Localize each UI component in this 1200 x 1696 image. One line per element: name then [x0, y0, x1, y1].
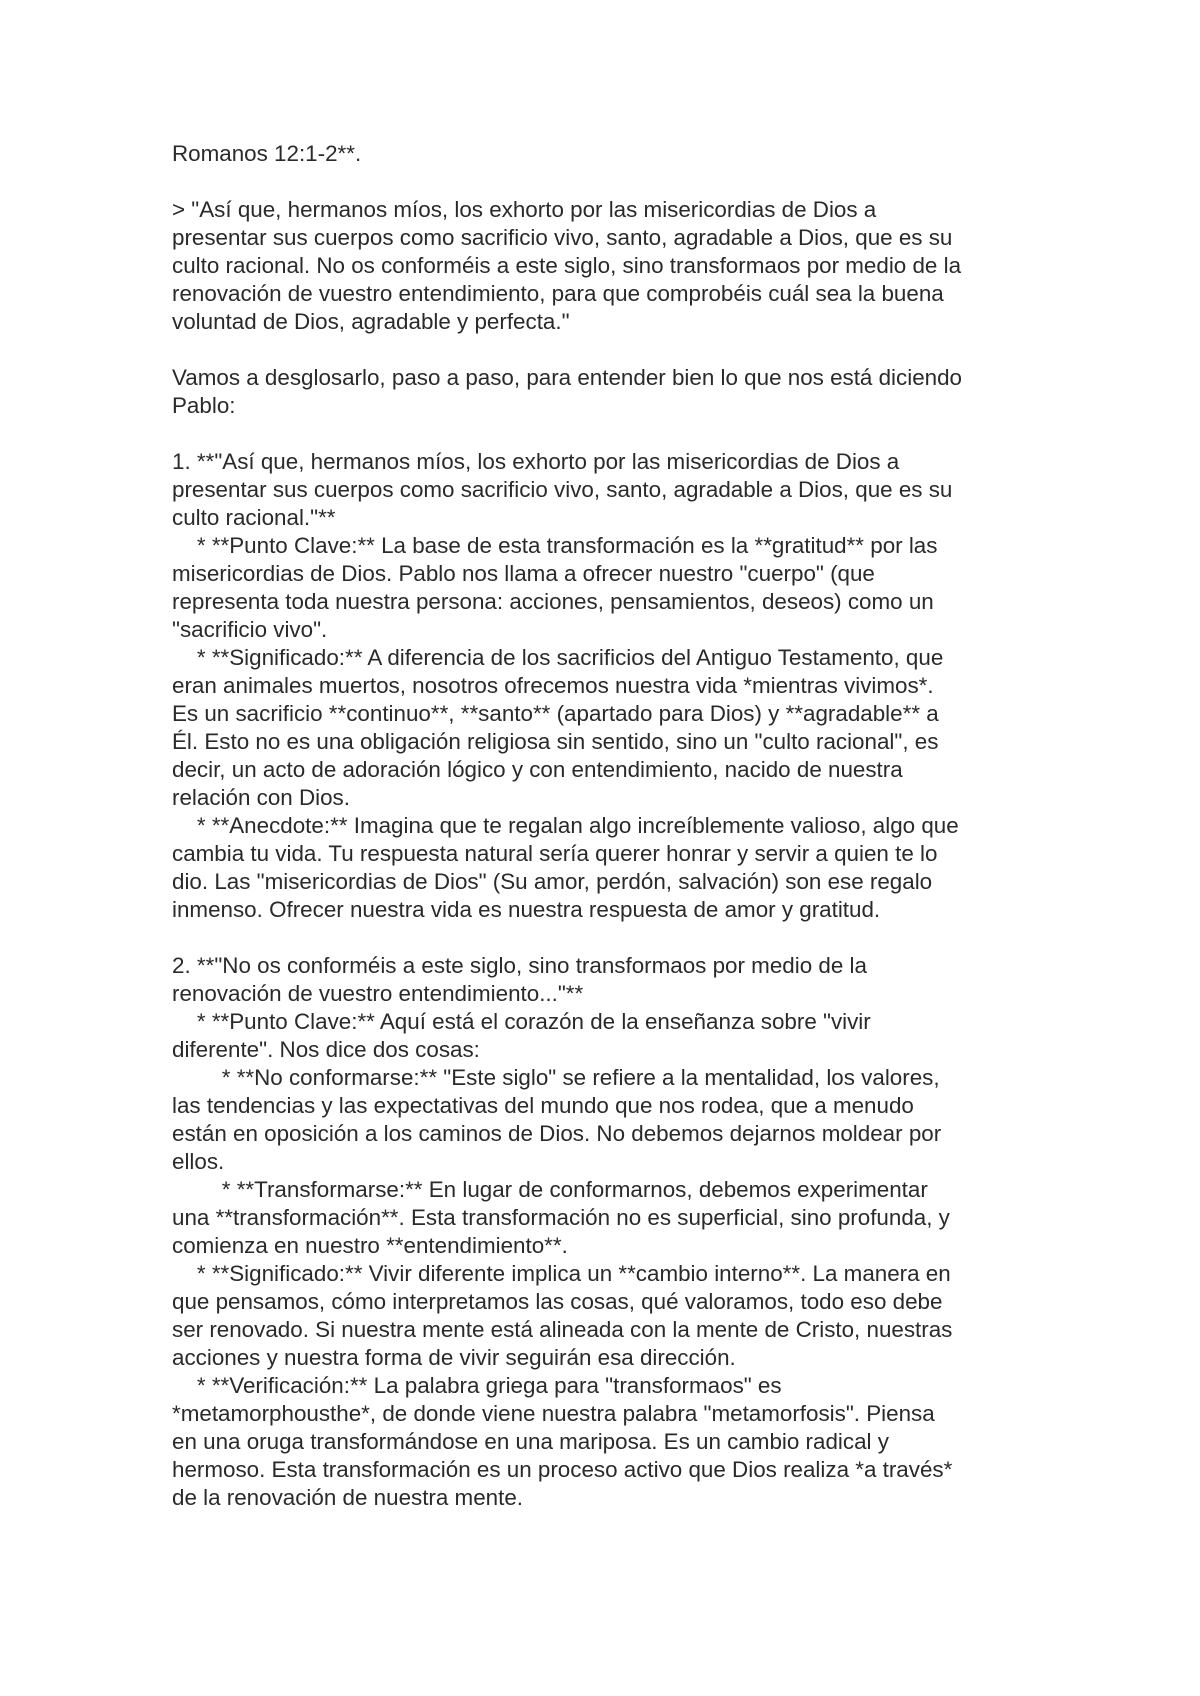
text-line: Pablo: [172, 393, 236, 418]
text-line: representa toda nuestra persona: acciones, pensamientos, deseos) como un [172, 589, 934, 614]
text-line: Es un sacrificio **continuo**, **santo** (apartado para Dios) y **agradable** a [172, 701, 939, 726]
text-line: * **Punto Clave:** Aquí está el corazón de la enseñanza sobre "vivir [172, 1009, 871, 1034]
text-line: diferente". Nos dice dos cosas: [172, 1037, 480, 1062]
text-line: culto racional."** [172, 505, 336, 530]
text-line: * **Anecdote:** Imagina que te regalan algo increíblemente valioso, algo que [172, 813, 959, 838]
text-line: * **Significado:** Vivir diferente implica un **cambio interno**. La manera en [172, 1261, 951, 1286]
text-line: > "Así que, hermanos míos, los exhorto por las misericordias de Dios a [172, 197, 877, 222]
text-line: están en oposición a los caminos de Dios. No debemos dejarnos moldear por [172, 1121, 942, 1146]
text-line: presentar sus cuerpos como sacrificio vivo, santo, agradable a Dios, que es su [172, 477, 953, 502]
text-line: Romanos 12:1-2**. [172, 141, 362, 166]
paragraph-gap [172, 336, 1072, 364]
paragraph-gap [172, 420, 1072, 448]
text-line: que pensamos, cómo interpretamos las cosas, qué valoramos, todo eso debe [172, 1289, 943, 1314]
paragraph [172, 140, 1072, 168]
text-line: presentar sus cuerpos como sacrificio vivo, santo, agradable a Dios, que es su [172, 225, 953, 250]
paragraph-gap [172, 924, 1072, 952]
text-line: ellos. [172, 1149, 225, 1174]
text-line: ser renovado. Si nuestra mente está alineada con la mente de Cristo, nuestras [172, 1317, 953, 1342]
paragraph [172, 448, 1072, 924]
document-body [172, 140, 1072, 1512]
text-line: decir, un acto de adoración lógico y con entendimiento, nacido de nuestra [172, 757, 903, 782]
text-line: renovación de vuestro entendimiento..."** [172, 981, 584, 1006]
paragraph [172, 196, 1072, 336]
text-line: comienza en nuestro **entendimiento**. [172, 1233, 568, 1258]
text-line: voluntad de Dios, agradable y perfecta." [172, 309, 570, 334]
text-line: cambia tu vida. Tu respuesta natural sería querer honrar y servir a quien te lo [172, 841, 938, 866]
text-line: las tendencias y las expectativas del mundo que nos rodea, que a menudo [172, 1093, 914, 1118]
text-line: hermoso. Esta transformación es un proceso activo que Dios realiza *a través* [172, 1457, 953, 1482]
text-line: inmenso. Ofrecer nuestra vida es nuestra respuesta de amor y gratitud. [172, 897, 881, 922]
text-line: dio. Las "misericordias de Dios" (Su amor, perdón, salvación) son ese regalo [172, 869, 933, 894]
text-line: 1. **"Así que, hermanos míos, los exhorto por las misericordias de Dios a [172, 449, 900, 474]
text-line: relación con Dios. [172, 785, 350, 810]
text-line: * **Significado:** A diferencia de los sacrificios del Antiguo Testamento, que [172, 645, 944, 670]
text-line: * **No conformarse:** "Este siglo" se refiere a la mentalidad, los valores, [172, 1065, 940, 1090]
text-line: *metamorphousthe*, de donde viene nuestra palabra "metamorfosis". Piensa [172, 1401, 935, 1426]
text-line: "sacrificio vivo". [172, 617, 328, 642]
text-line: en una oruga transformándose en una mariposa. Es un cambio radical y [172, 1429, 889, 1454]
text-line: Vamos a desglosarlo, paso a paso, para entender bien lo que nos está diciendo [172, 365, 963, 390]
text-line: eran animales muertos, nosotros ofrecemos nuestra vida *mientras vivimos*. [172, 673, 934, 698]
paragraph-gap [172, 168, 1072, 196]
text-line: acciones y nuestra forma de vivir seguirán esa dirección. [172, 1345, 736, 1370]
paragraph [172, 952, 1072, 1512]
text-line: * **Verificación:** La palabra griega para "transformaos" es [172, 1373, 782, 1398]
text-line: misericordias de Dios. Pablo nos llama a ofrecer nuestro "cuerpo" (que [172, 561, 875, 586]
text-line: * **Punto Clave:** La base de esta transformación es la **gratitud** por las [172, 533, 938, 558]
text-line: de la renovación de nuestra mente. [172, 1485, 524, 1510]
text-line: una **transformación**. Esta transformación no es superficial, sino profunda, y [172, 1205, 950, 1230]
text-line: culto racional. No os conforméis a este siglo, sino transformaos por medio de la [172, 253, 962, 278]
text-line: renovación de vuestro entendimiento, para que comprobéis cuál sea la buena [172, 281, 944, 306]
text-line: Él. Esto no es una obligación religiosa sin sentido, sino un "culto racional", es [172, 729, 939, 754]
text-line: * **Transformarse:** En lugar de conformarnos, debemos experimentar [172, 1177, 928, 1202]
text-line: 2. **"No os conforméis a este siglo, sino transformaos por medio de la [172, 953, 867, 978]
paragraph [172, 364, 1072, 420]
